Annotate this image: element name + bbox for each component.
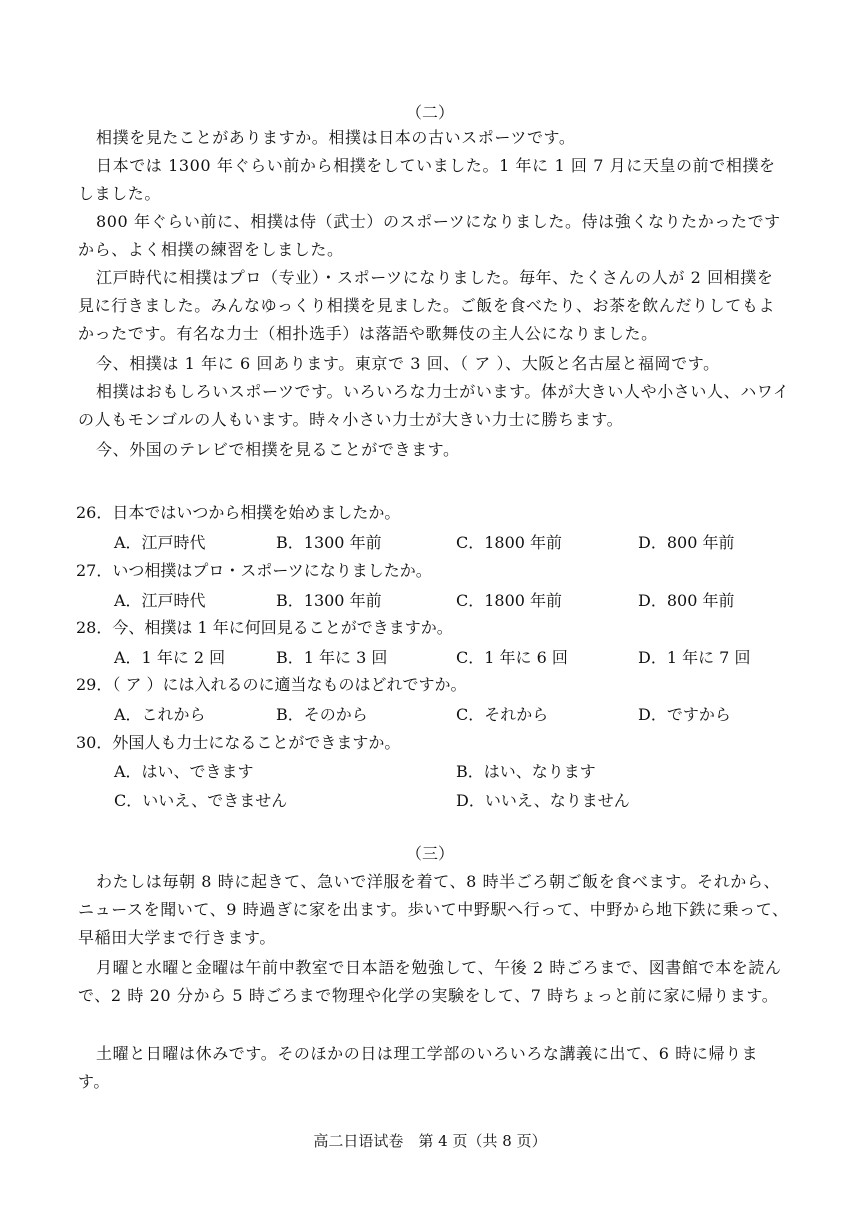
question-28-option-b: B．1 年に 3 回 [276, 648, 388, 667]
question-27-stem: 27．いつ相撲はプロ・スポーツになりましたか。 [76, 561, 432, 580]
section-2-paragraph-2: 日本では 1300 年ぐらい前から相撲をしていました。1 年に 1 回 7 月に天皇の前で相撲をしました。 [78, 156, 776, 203]
page-footer: 高二日语试卷 第 4 页（共 8 页） [313, 1132, 547, 1150]
question-29-stem: 29．（ ア ）には入れるのに適当なものはどれですか。 [76, 675, 467, 694]
section-2-paragraph-5: 今、相撲は 1 年に 6 回あります。東京で 3 回、（ ア ）、大阪と名古屋と福岡です。 [96, 354, 720, 373]
question-26-option-c: C．1800 年前 [456, 533, 563, 552]
section-2-paragraph-3: 800 年ぐらい前に、相撲は侍（武士）のスポーツになりました。侍は強くなりたかったですから、よく相撲の練習をしました。 [78, 212, 781, 259]
section-2-heading: （二） [405, 103, 454, 122]
question-27-option-d: D．800 年前 [638, 591, 735, 610]
section-2-paragraph-6: 相撲はおもしろいスポーツです。いろいろな力士がいます。体が大きい人や小さい人、ハワイの人もモンゴルの人もいます。時々小さい力士が大きい力士に勝ちます。 [78, 382, 790, 429]
section-3-heading: （三） [405, 844, 454, 863]
section-2-paragraph-4: 江戸時代に相撲はプロ（专业）・スポーツになりました。毎年、たくさんの人が 2 回相撲を見に行きました。みんなゆっくり相撲を見ました。ご飯を食べたり、お茶を飲んだりしてもよかったです。有名な力士（相扑选手）は落語や歌舞伎の主人公になりました。 [78, 268, 776, 343]
question-29-option-d: D．ですから [638, 705, 731, 724]
question-26-stem: 26．日本ではいつから相撲を始めましたか。 [76, 503, 401, 522]
question-26-option-d: D．800 年前 [638, 533, 735, 552]
question-26-option-a: A．江戸時代 [114, 533, 206, 552]
section-3-paragraph-3: 土曜と日曜は休みです。そのほかの日は理工学部のいろいろな講義に出て、6 時に帰ります。 [78, 1044, 759, 1091]
question-28-option-c: C．1 年に 6 回 [456, 648, 568, 667]
question-28-option-d: D．1 年に 7 回 [638, 648, 751, 667]
question-30-option-b: B．はい、なります [456, 762, 596, 781]
question-28-option-a: A．1 年に 2 回 [114, 648, 226, 667]
question-27-option-a: A．江戸時代 [114, 591, 206, 610]
question-30-option-d: D．いいえ、なりません [456, 791, 630, 810]
question-30-stem: 30．外国人も力士になることができますか。 [76, 733, 401, 752]
section-2-paragraph-1: 相撲を見たことがありますか。相撲は日本の古いスポーツです。 [96, 128, 576, 147]
question-26-option-b: B．1300 年前 [276, 533, 382, 552]
section-3-paragraph-1: わたしは毎朝 8 時に起きて、急いで洋服を着て、8 時半ごろ朝ご飯を食べます。それから、ニュースを聞いて、9 時過ぎに家を出ます。歩いて中野駅へ行って、中野から地下鉄に乗って、早稲田大学まで行きます。 [78, 872, 789, 947]
question-30-option-a: A．はい、できます [114, 762, 254, 781]
question-30-option-c: C．いいえ、できません [114, 791, 288, 810]
question-29-option-a: A．これから [114, 705, 206, 724]
question-28-stem: 28．今、相撲は 1 年に何回見ることができますか。 [76, 618, 453, 637]
question-29-option-b: B．そのから [276, 705, 368, 724]
question-27-option-b: B．1300 年前 [276, 591, 382, 610]
section-3-paragraph-2: 月曜と水曜と金曜は午前中教室で日本語を勉強して、午後 2 時ごろまで、図書館で本を読んで、2 時 20 分から 5 時ごろまで物理や化学の実験をして、7 時ちょっと前に家に帰ります。 [78, 958, 782, 1005]
question-29-option-c: C．それから [456, 705, 549, 724]
question-27-option-c: C．1800 年前 [456, 591, 563, 610]
section-2-paragraph-7: 今、外国のテレビで相撲を見ることができます。 [96, 440, 460, 459]
